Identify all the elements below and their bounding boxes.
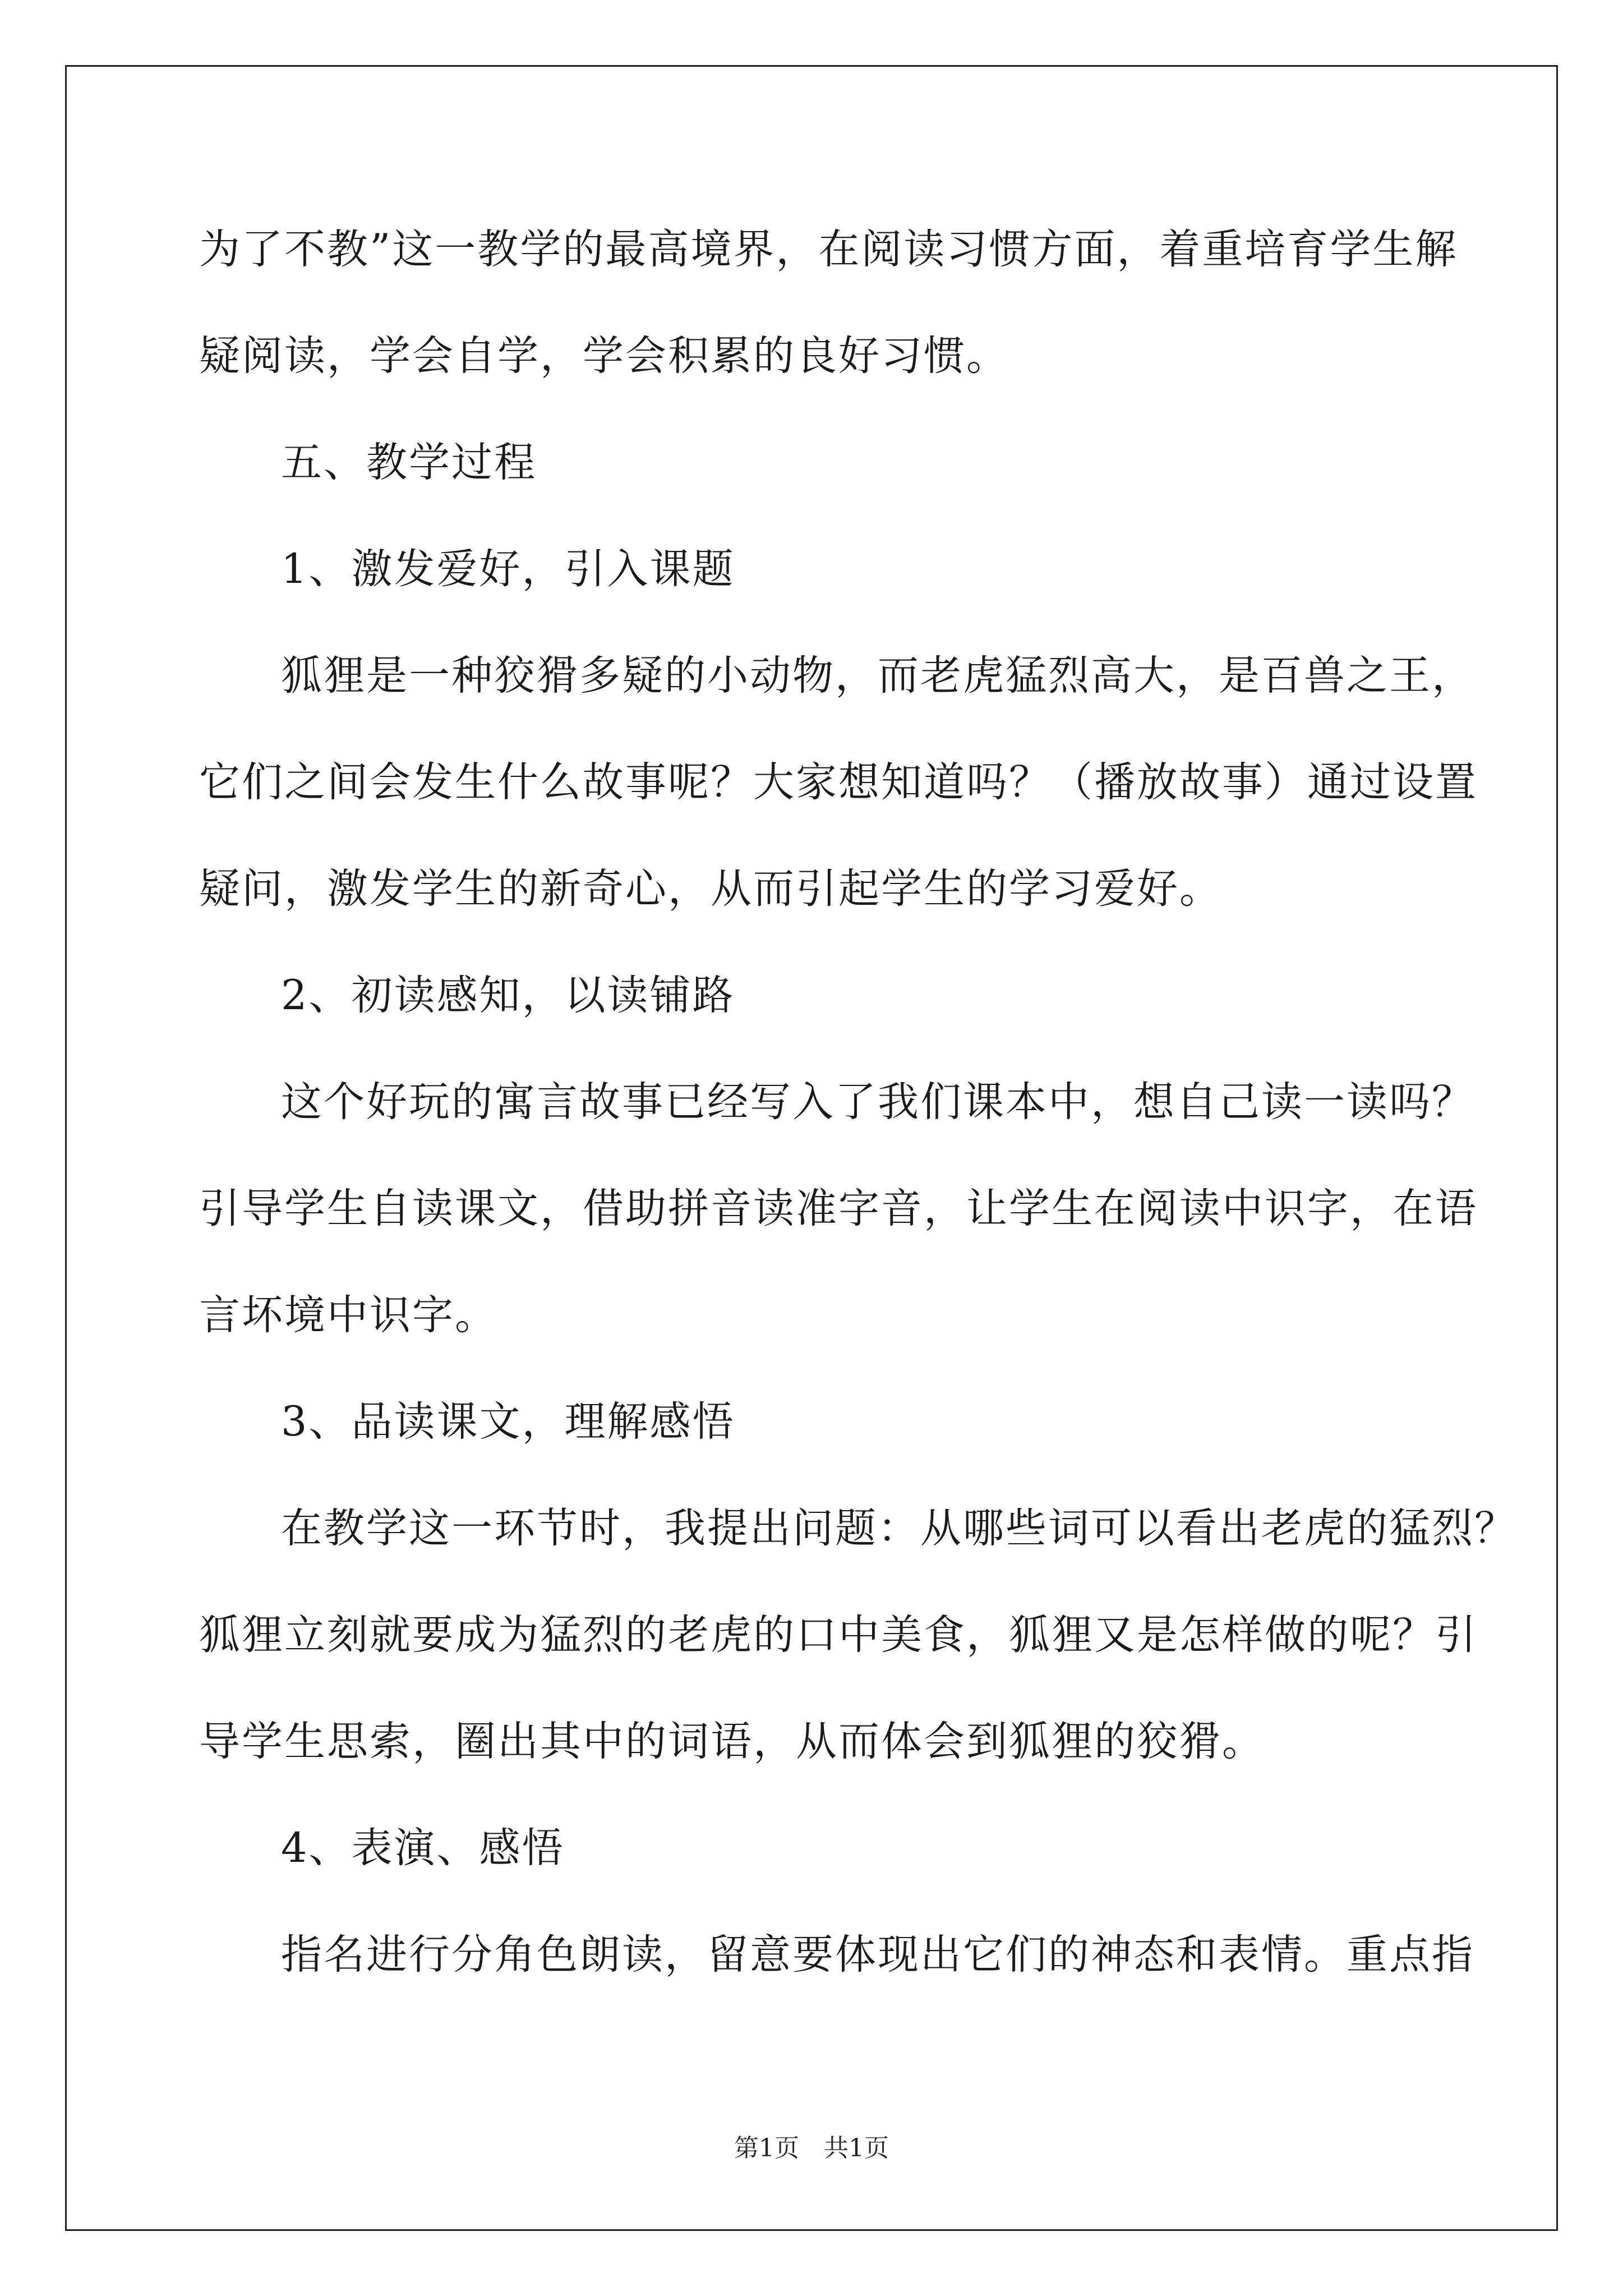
text-line: 为了不教”这一教学的最高境界，在阅读习惯方面，着重培育学生解 — [199, 226, 1458, 273]
text-line: 指名进行分角色朗读，留意要体现出它们的神态和表情。重点指 — [281, 1931, 1474, 1978]
text-line: 引导学生自读课文，借助拼音读准字音，让学生在阅读中识字，在语 — [199, 1185, 1478, 1232]
page-number-footer: 第1页 共1页 — [734, 2134, 889, 2162]
text-line: 疑问，激发学生的新奇心，从而引起学生的学习爱好。 — [199, 865, 1222, 913]
text-line: 疑阅读，学会自学，学会积累的良好习惯。 — [199, 332, 1009, 380]
document-body — [199, 222, 1517, 2033]
text-line: 导学生思索，圈出其中的词语，从而体会到狐狸的狡猾。 — [199, 1718, 1265, 1765]
text-line: 狐狸立刻就要成为猛烈的老虎的口中美食，狐狸又是怎样做的呢？引 — [199, 1611, 1478, 1659]
step-heading: 2、初读感知，以读铺路 — [281, 972, 735, 1019]
text-line: 狐狸是一种狡猾多疑的小动物，而老虎猛烈高大，是百兽之王， — [281, 652, 1474, 700]
step-heading: 4、表演、感悟 — [281, 1824, 565, 1872]
text-line: 这个好玩的寓言故事已经写入了我们课本中，想自己读一读吗？ — [281, 1078, 1474, 1126]
text-line: 它们之间会发生什么故事呢？大家想知道吗？（播放故事）通过设置 — [199, 758, 1478, 806]
text-line: 在教学这一环节时，我提出问题：从哪些词可以看出老虎的猛烈？ — [281, 1504, 1517, 1552]
section-heading: 五、教学过程 — [281, 439, 537, 486]
step-heading: 1、激发爱好，引入课题 — [281, 545, 735, 593]
text-line: 言坏境中识字。 — [199, 1291, 497, 1339]
step-heading: 3、品读课文，理解感悟 — [281, 1398, 735, 1446]
